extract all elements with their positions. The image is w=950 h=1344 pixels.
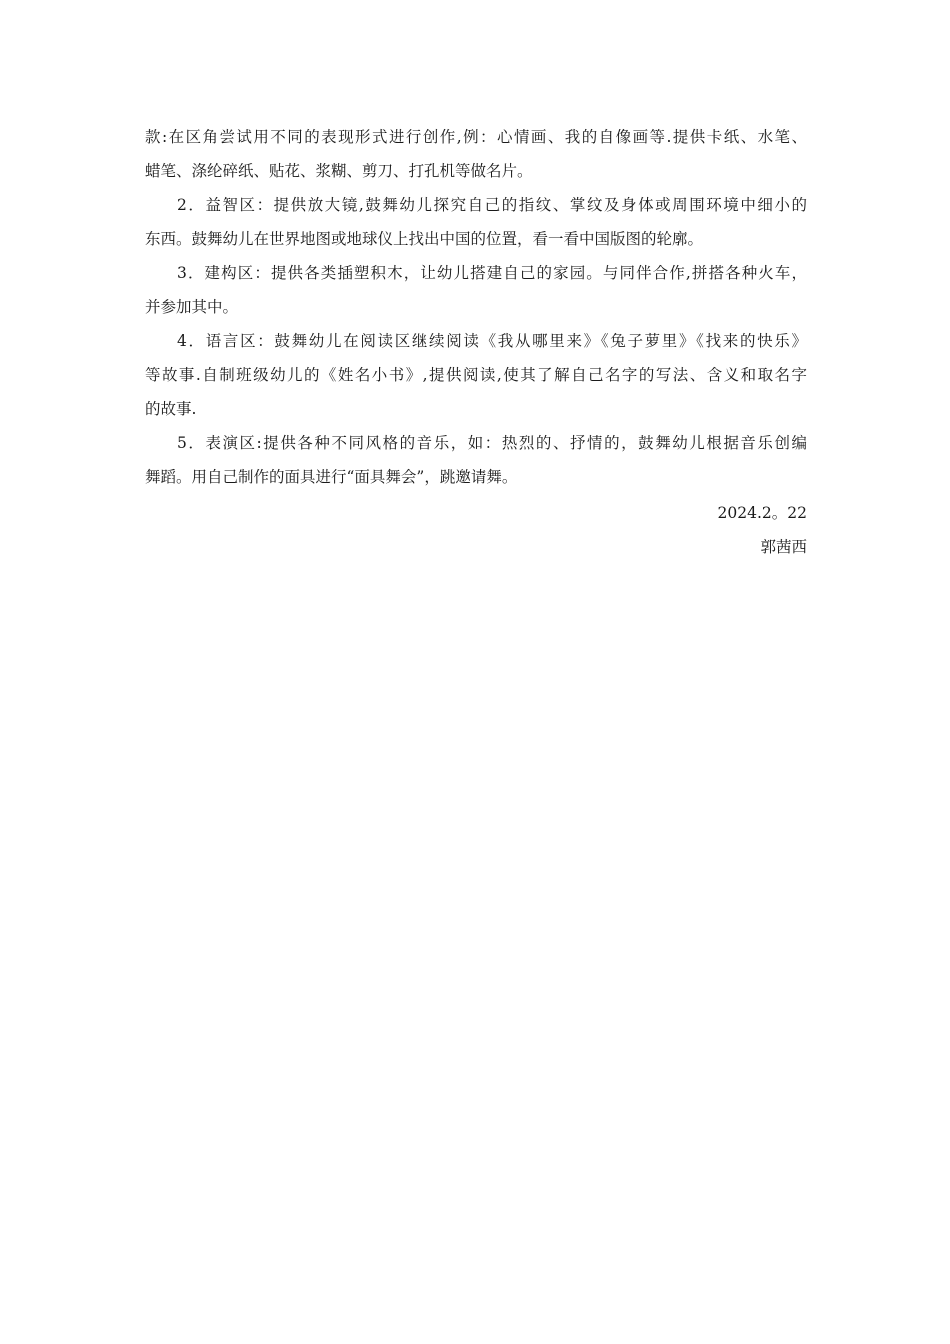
text-line: 蜡笔、涤纶碎纸、贴花、浆糊、剪刀、打孔机等做名片。: [145, 162, 533, 180]
text-line: 并参加其中。: [145, 298, 239, 316]
text-line: 4．语言区：鼓舞幼儿在阅读区继续阅读《我从哪里来》《兔子萝里》《找来的快乐》: [177, 332, 807, 350]
text-line: 东西。鼓舞幼儿在世界地图或地球仪上找出中国的位置，看一看中国版图的轮廓。: [145, 230, 704, 248]
document-author: 郭茜西: [760, 538, 807, 556]
text-line: 5．表演区:提供各种不同风格的音乐，如：热烈的、抒情的，鼓舞幼儿根据音乐创编: [177, 434, 807, 452]
paragraph-perform: [145, 426, 807, 494]
paragraph-build: [145, 256, 807, 324]
paragraph-language: [145, 324, 807, 426]
document-date: 2024.2。22: [717, 504, 807, 522]
paragraph-art: [145, 120, 807, 188]
text-line: 款:在区角尝试用不同的表现形式进行创作,例：心情画、我的自像画等.提供卡纸、水笔、: [145, 128, 807, 146]
text-line: 舞蹈。用自己制作的面具进行“面具舞会”，跳邀请舞。: [145, 468, 518, 486]
text-line: 的故事.: [145, 400, 197, 418]
paragraph-puzzle: [145, 188, 807, 256]
document-page: [145, 120, 807, 564]
text-line: 3．建构区：提供各类插塑积木，让幼儿搭建自己的家园。与同伴合作,拼搭各种火车，: [177, 264, 807, 282]
text-line: 2．益智区：提供放大镜,鼓舞幼儿探究自己的指纹、掌纹及身体或周围环境中细小的: [177, 196, 807, 214]
text-line: 等故事.自制班级幼儿的《姓名小书》,提供阅读,使其了解自己名字的写法、含义和取名字: [145, 366, 807, 384]
